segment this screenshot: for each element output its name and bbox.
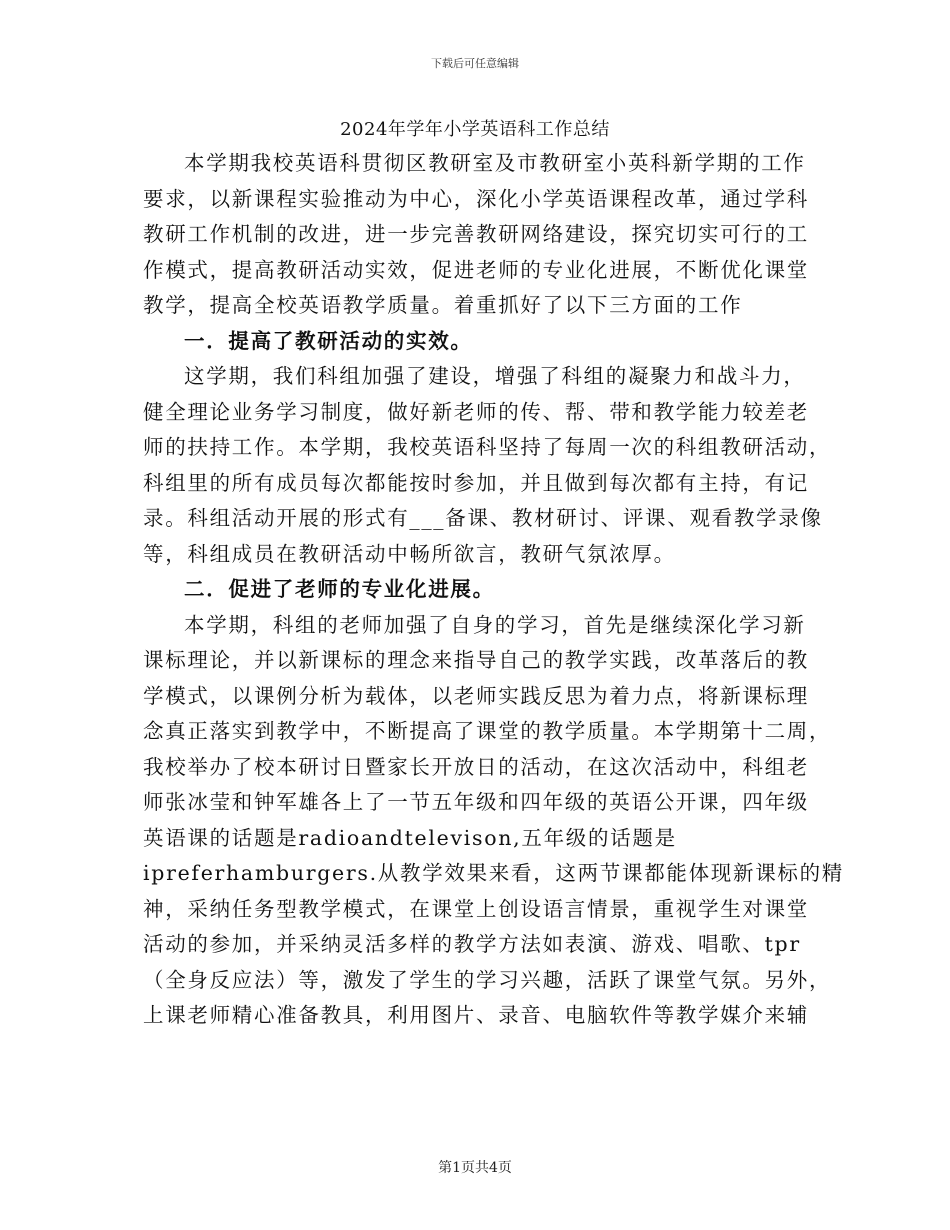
body-line: 教研工作机制的改进，进一步完善教研网络建设，探究切实可行的工 <box>143 222 809 246</box>
body-line: 健全理论业务学习制度，做好新老师的传、帮、带和教学能力较差老 <box>143 399 809 424</box>
page-footer: 第1页共4页 <box>438 1160 512 1176</box>
body-line: 英语课的话题是radioandtelevison,五年级的话题是 <box>143 825 677 850</box>
body-line: 作模式，提高教研活动实效，促进老师的专业化进展，不断优化课堂 <box>143 257 809 282</box>
body-line: 录。科组活动开展的形式有___备课、教材研讨、评课、观看教学录像 <box>143 506 823 530</box>
body-line: 上课老师精心准备教具，利用图片、录音、电脑软件等教学媒介来辅 <box>143 1003 809 1027</box>
body-line: 本学期我校英语科贯彻区教研室及市教研室小英科新学期的工作 <box>184 151 806 175</box>
section-heading: 一．提高了教研活动的实效。 <box>184 328 473 353</box>
body-line: 我校举办了校本研讨日暨家长开放日的活动，在这次活动中，科组老 <box>143 754 809 779</box>
body-line: 等，科组成员在教研活动中畅所欲言，教研气氛浓厚。 <box>143 541 676 566</box>
header-note: 下载后可任意编辑 <box>431 57 519 70</box>
body-line: 神，采纳任务型教学模式，在课堂上创设语言情景，重视学生对课堂 <box>143 896 809 921</box>
body-line: 念真正落实到教学中，不断提高了课堂的教学质量。本学期第十二周， <box>143 719 832 743</box>
body-line: 教学，提高全校英语教学质量。着重抓好了以下三方面的工作 <box>143 293 743 317</box>
body-line: 要求，以新课程实验推动为中心，深化小学英语课程改革，通过学科 <box>143 186 809 211</box>
body-line: 课标理论，并以新课标的理念来指导自己的教学实践，改革落后的教 <box>143 648 809 672</box>
body-line: 师张冰莹和钟军雄各上了一节五年级和四年级的英语公开课，四年级 <box>143 790 809 814</box>
body-line: 科组里的所有成员每次都能按时参加，并且做到每次都有主持，有记 <box>143 470 809 495</box>
body-line: 学模式，以课例分析为载体，以老师实践反思为着力点，将新课标理 <box>143 683 809 708</box>
section-heading: 二．促进了老师的专业化进展。 <box>184 577 495 601</box>
body-line: 师的扶持工作。本学期，我校英语科坚持了每周一次的科组教研活动， <box>143 435 832 459</box>
body-line: 本学期，科组的老师加强了自身的学习，首先是继续深化学习新 <box>184 612 806 637</box>
body-line: 这学期，我们科组加强了建设，增强了科组的凝聚力和战斗力， <box>184 364 806 388</box>
body-line: ipreferhamburgers.从教学效果来看，这两节课都能体现新课标的精 <box>143 861 845 885</box>
body-line: 活动的参加，并采纳灵活多样的教学方法如表演、游戏、唱歌、tpr <box>143 932 801 956</box>
body-line: （全身反应法）等，激发了学生的学习兴趣，活跃了课堂气氛。另外， <box>143 967 832 992</box>
document-title: 2024年学年小学英语科工作总结 <box>340 119 610 140</box>
document-body <box>143 146 845 1034</box>
